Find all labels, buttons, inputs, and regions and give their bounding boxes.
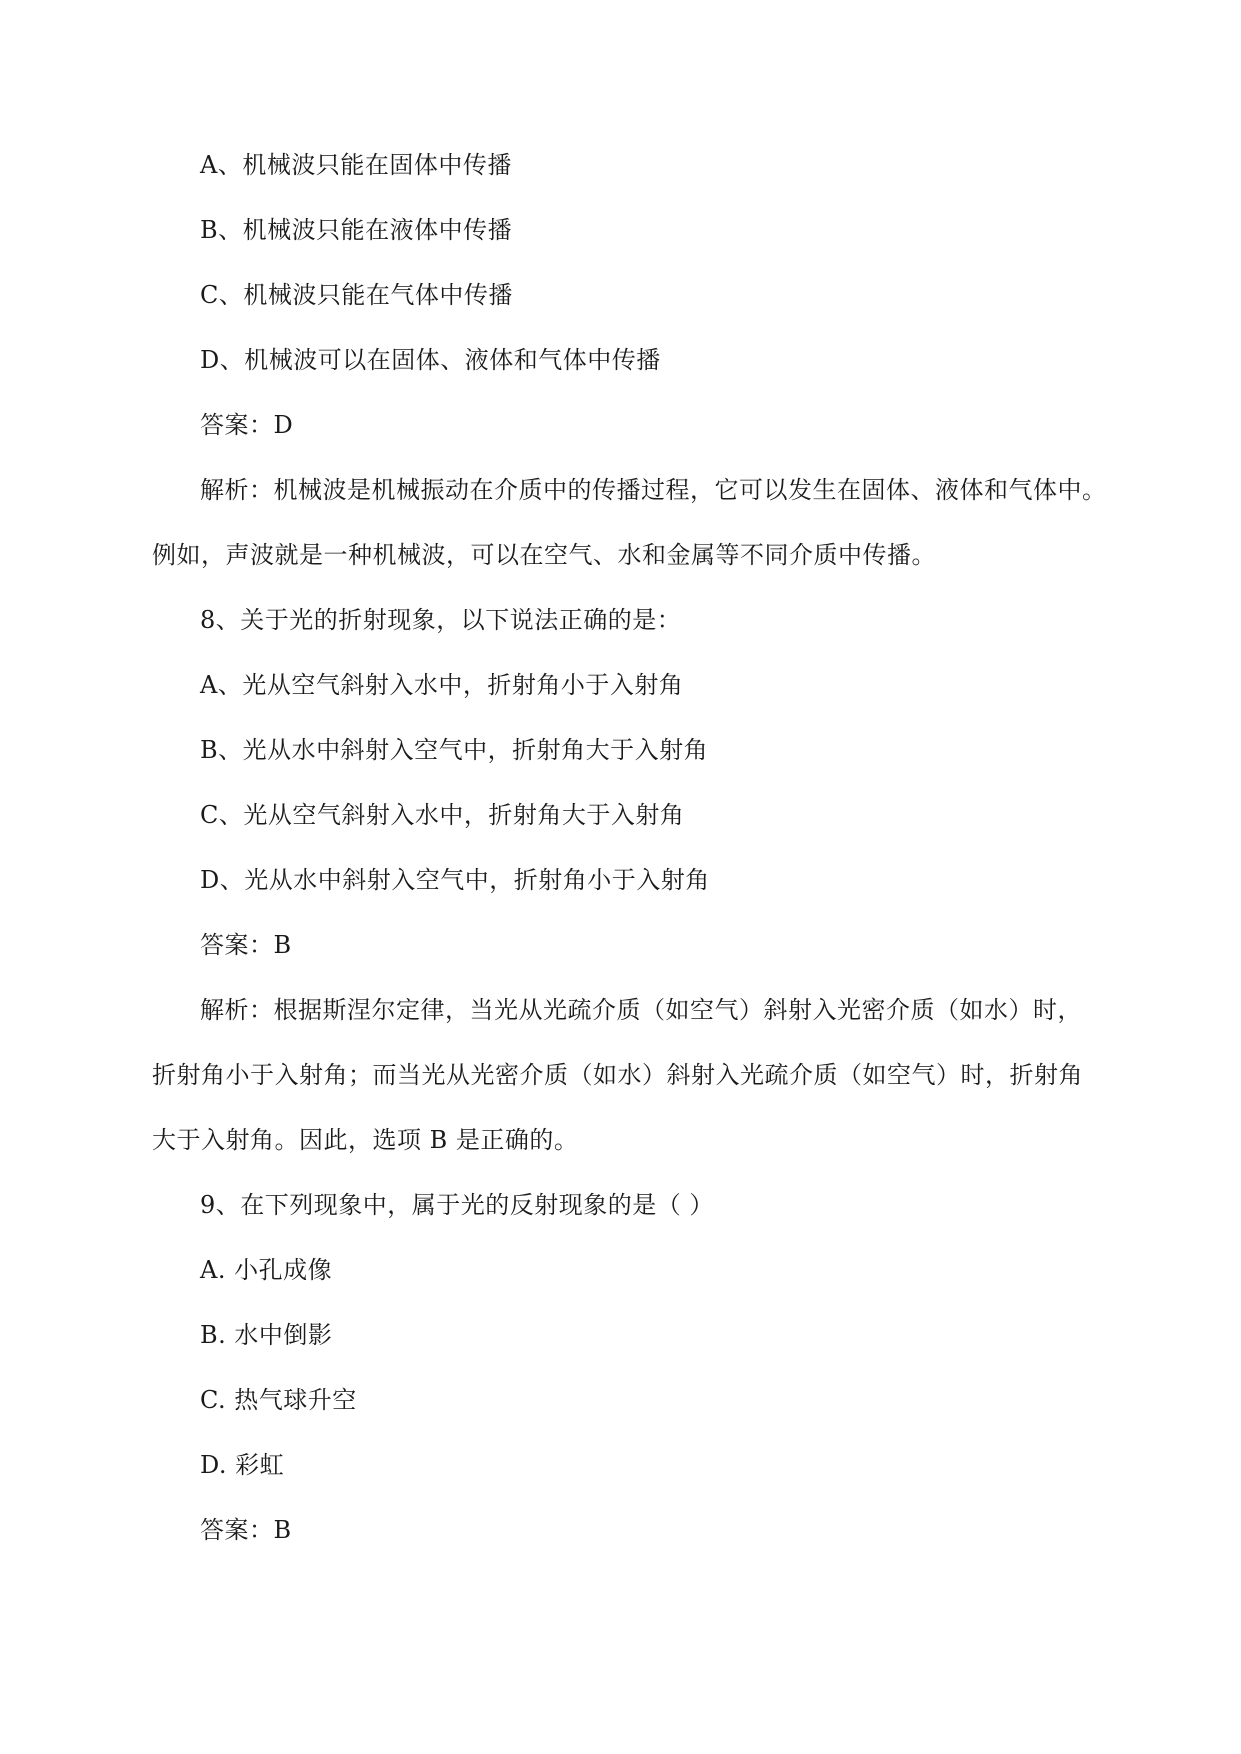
q9-question: 9、在下列现象中，属于光的反射现象的是（ ） [200, 1191, 714, 1219]
q8-question: 8、关于光的折射现象，以下说法正确的是： [200, 606, 682, 634]
q8-answer: 答案：B [200, 931, 292, 959]
q7-analysis-line-2: 例如，声波就是一种机械波，可以在空气、水和金属等不同介质中传播。 [152, 541, 936, 569]
q9-option-a: A. 小孔成像 [200, 1256, 333, 1284]
q7-analysis-line-1: 解析：机械波是机械振动在介质中的传播过程，它可以发生在固体、液体和气体中。 [200, 476, 1107, 504]
q7-option-d: D、机械波可以在固体、液体和气体中传播 [200, 346, 661, 374]
q8-option-d: D、光从水中斜射入空气中，折射角小于入射角 [200, 866, 710, 894]
q8-option-b: B、光从水中斜射入空气中，折射角大于入射角 [200, 736, 709, 764]
q8-option-c: C、光从空气斜射入水中，折射角大于入射角 [200, 801, 685, 829]
q7-answer: 答案：D [200, 411, 294, 439]
q8-analysis-line-1: 解析：根据斯涅尔定律，当光从光疏介质（如空气）斜射入光密介质（如水）时， [200, 996, 1082, 1024]
q7-option-b: B、机械波只能在液体中传播 [200, 216, 513, 244]
q8-option-a: A、光从空气斜射入水中，折射角小于入射角 [200, 671, 684, 699]
q9-option-c: C. 热气球升空 [200, 1386, 357, 1414]
q8-analysis-line-2: 折射角小于入射角；而当光从光密介质（如水）斜射入光疏介质（如空气）时，折射角 [152, 1061, 1083, 1089]
q9-answer: 答案：B [200, 1516, 292, 1544]
q8-analysis-line-3: 大于入射角。因此，选项 B 是正确的。 [152, 1126, 579, 1154]
q9-option-b: B. 水中倒影 [200, 1321, 333, 1349]
q7-option-c: C、机械波只能在气体中传播 [200, 281, 513, 309]
q9-option-d: D. 彩虹 [200, 1451, 285, 1479]
q7-option-a: A、机械波只能在固体中传播 [200, 151, 512, 179]
